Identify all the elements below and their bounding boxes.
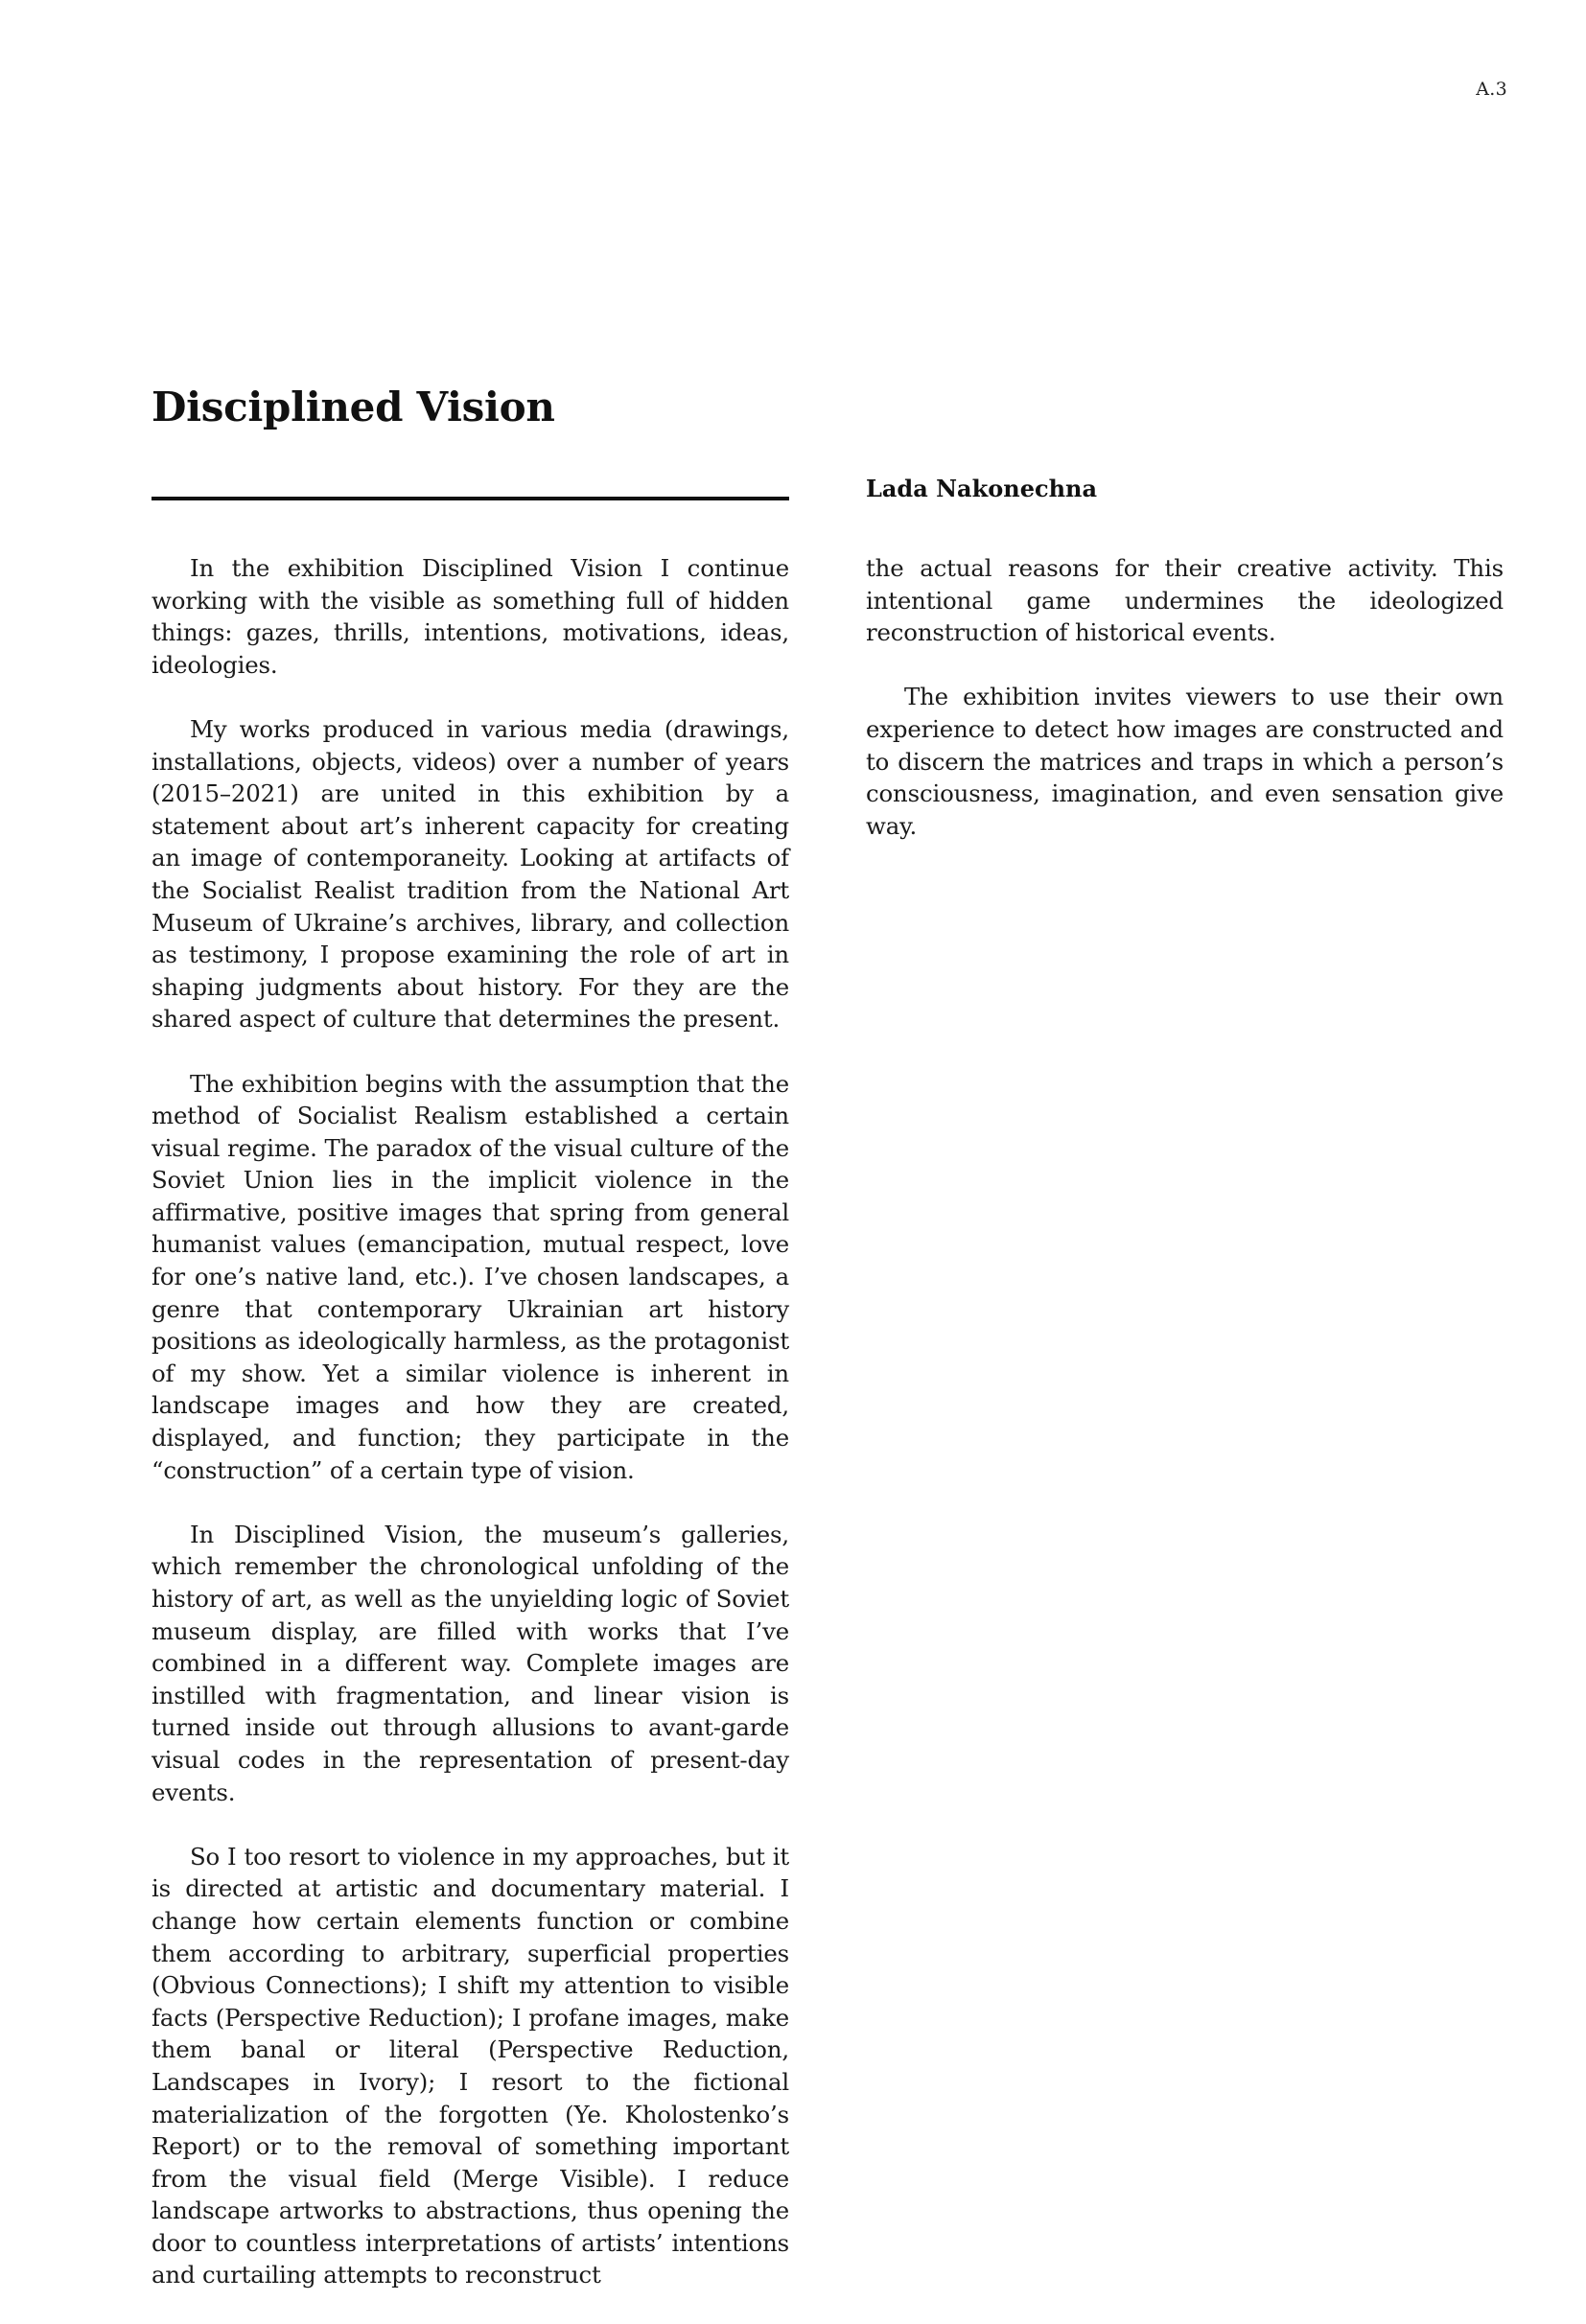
paragraph: The exhibition invites viewers to use their own experience to detect how images are constructed and to discern the matrices and traps in which a person’s consciousness, imagination, and even sensation give way.	[866, 683, 1504, 840]
paragraph-continuation: the actual reasons for their creative activity. This intentional game undermines the ideologized reconstruction of historical events.	[866, 554, 1504, 647]
paragraph: In the exhibition Disciplined Vision I continue working with the visible as something full of hidden things: gazes, thrills, intentions, motivations, ideas, ideologies.	[152, 554, 789, 679]
author-name: Lada Nakonechna	[866, 475, 1098, 502]
article-title: Disciplined Vision	[152, 383, 555, 430]
paragraph: In Disciplined Vision, the museum’s galleries, which remember the chronological unfolding of the history of art, as well as the unyielding logic of Soviet museum display, are filled with works that I’ve combined in a different way. Complete images are instilled with fragmentation, and linear vision is turned inside out through allusions to avant-garde visual codes in the representation of present-day events.	[152, 1520, 789, 1806]
left-text-column	[152, 552, 789, 2324]
page-number: A.3	[1476, 79, 1507, 100]
paragraph: My works produced in various media (drawings, installations, objects, videos) over a number of years (2015–2021) are united in this exhibition by a statement about art’s inherent capacity for creating an image of contemporaneity. Looking at artifacts of the Socialist Realist tradition from the National Art Museum of Ukraine’s archives, library, and collection as testimony, I propose examining the role of art in shaping judgments about history. For they are the shared aspect of culture that determines the present.	[152, 714, 789, 1034]
paragraph: So I too resort to violence in my approaches, but it is directed at artistic and documentary material. I change how certain elements function or combine them according to arbitrary, superficial properties (Obvious Connections); I shift my attention to visible facts (Perspective Reduction); I profane images, make them banal or literal (Perspective Reduction, Landscapes in Ivory); I resort to the fictional materialization of the forgotten (Ye. Kholostenko’s Report) or to the removal of something important from the visual field (Merge Visible). I reduce landscape artworks to abstractions, thus opening the door to countless interpretations of artists’ intentions and curtailing attempts to reconstruct	[152, 1842, 789, 2289]
paragraph: The exhibition begins with the assumption that the method of Socialist Realism established a certain visual regime. The paradox of the visual culture of the Soviet Union lies in the implicit violence in the affirmative, positive images that spring from general humanist values (emancipation, mutual respect, love for one’s native land, etc.). I’ve chosen landscapes, a genre that contemporary Ukrainian art history positions as ideologically harmless, as the protagonist of my show. Yet a similar violence is inherent in landscape images and how they are created, displayed, and function; they participate in the “construction” of a certain type of vision.	[152, 1069, 789, 1484]
title-divider	[152, 497, 789, 500]
right-text-column	[866, 552, 1504, 874]
